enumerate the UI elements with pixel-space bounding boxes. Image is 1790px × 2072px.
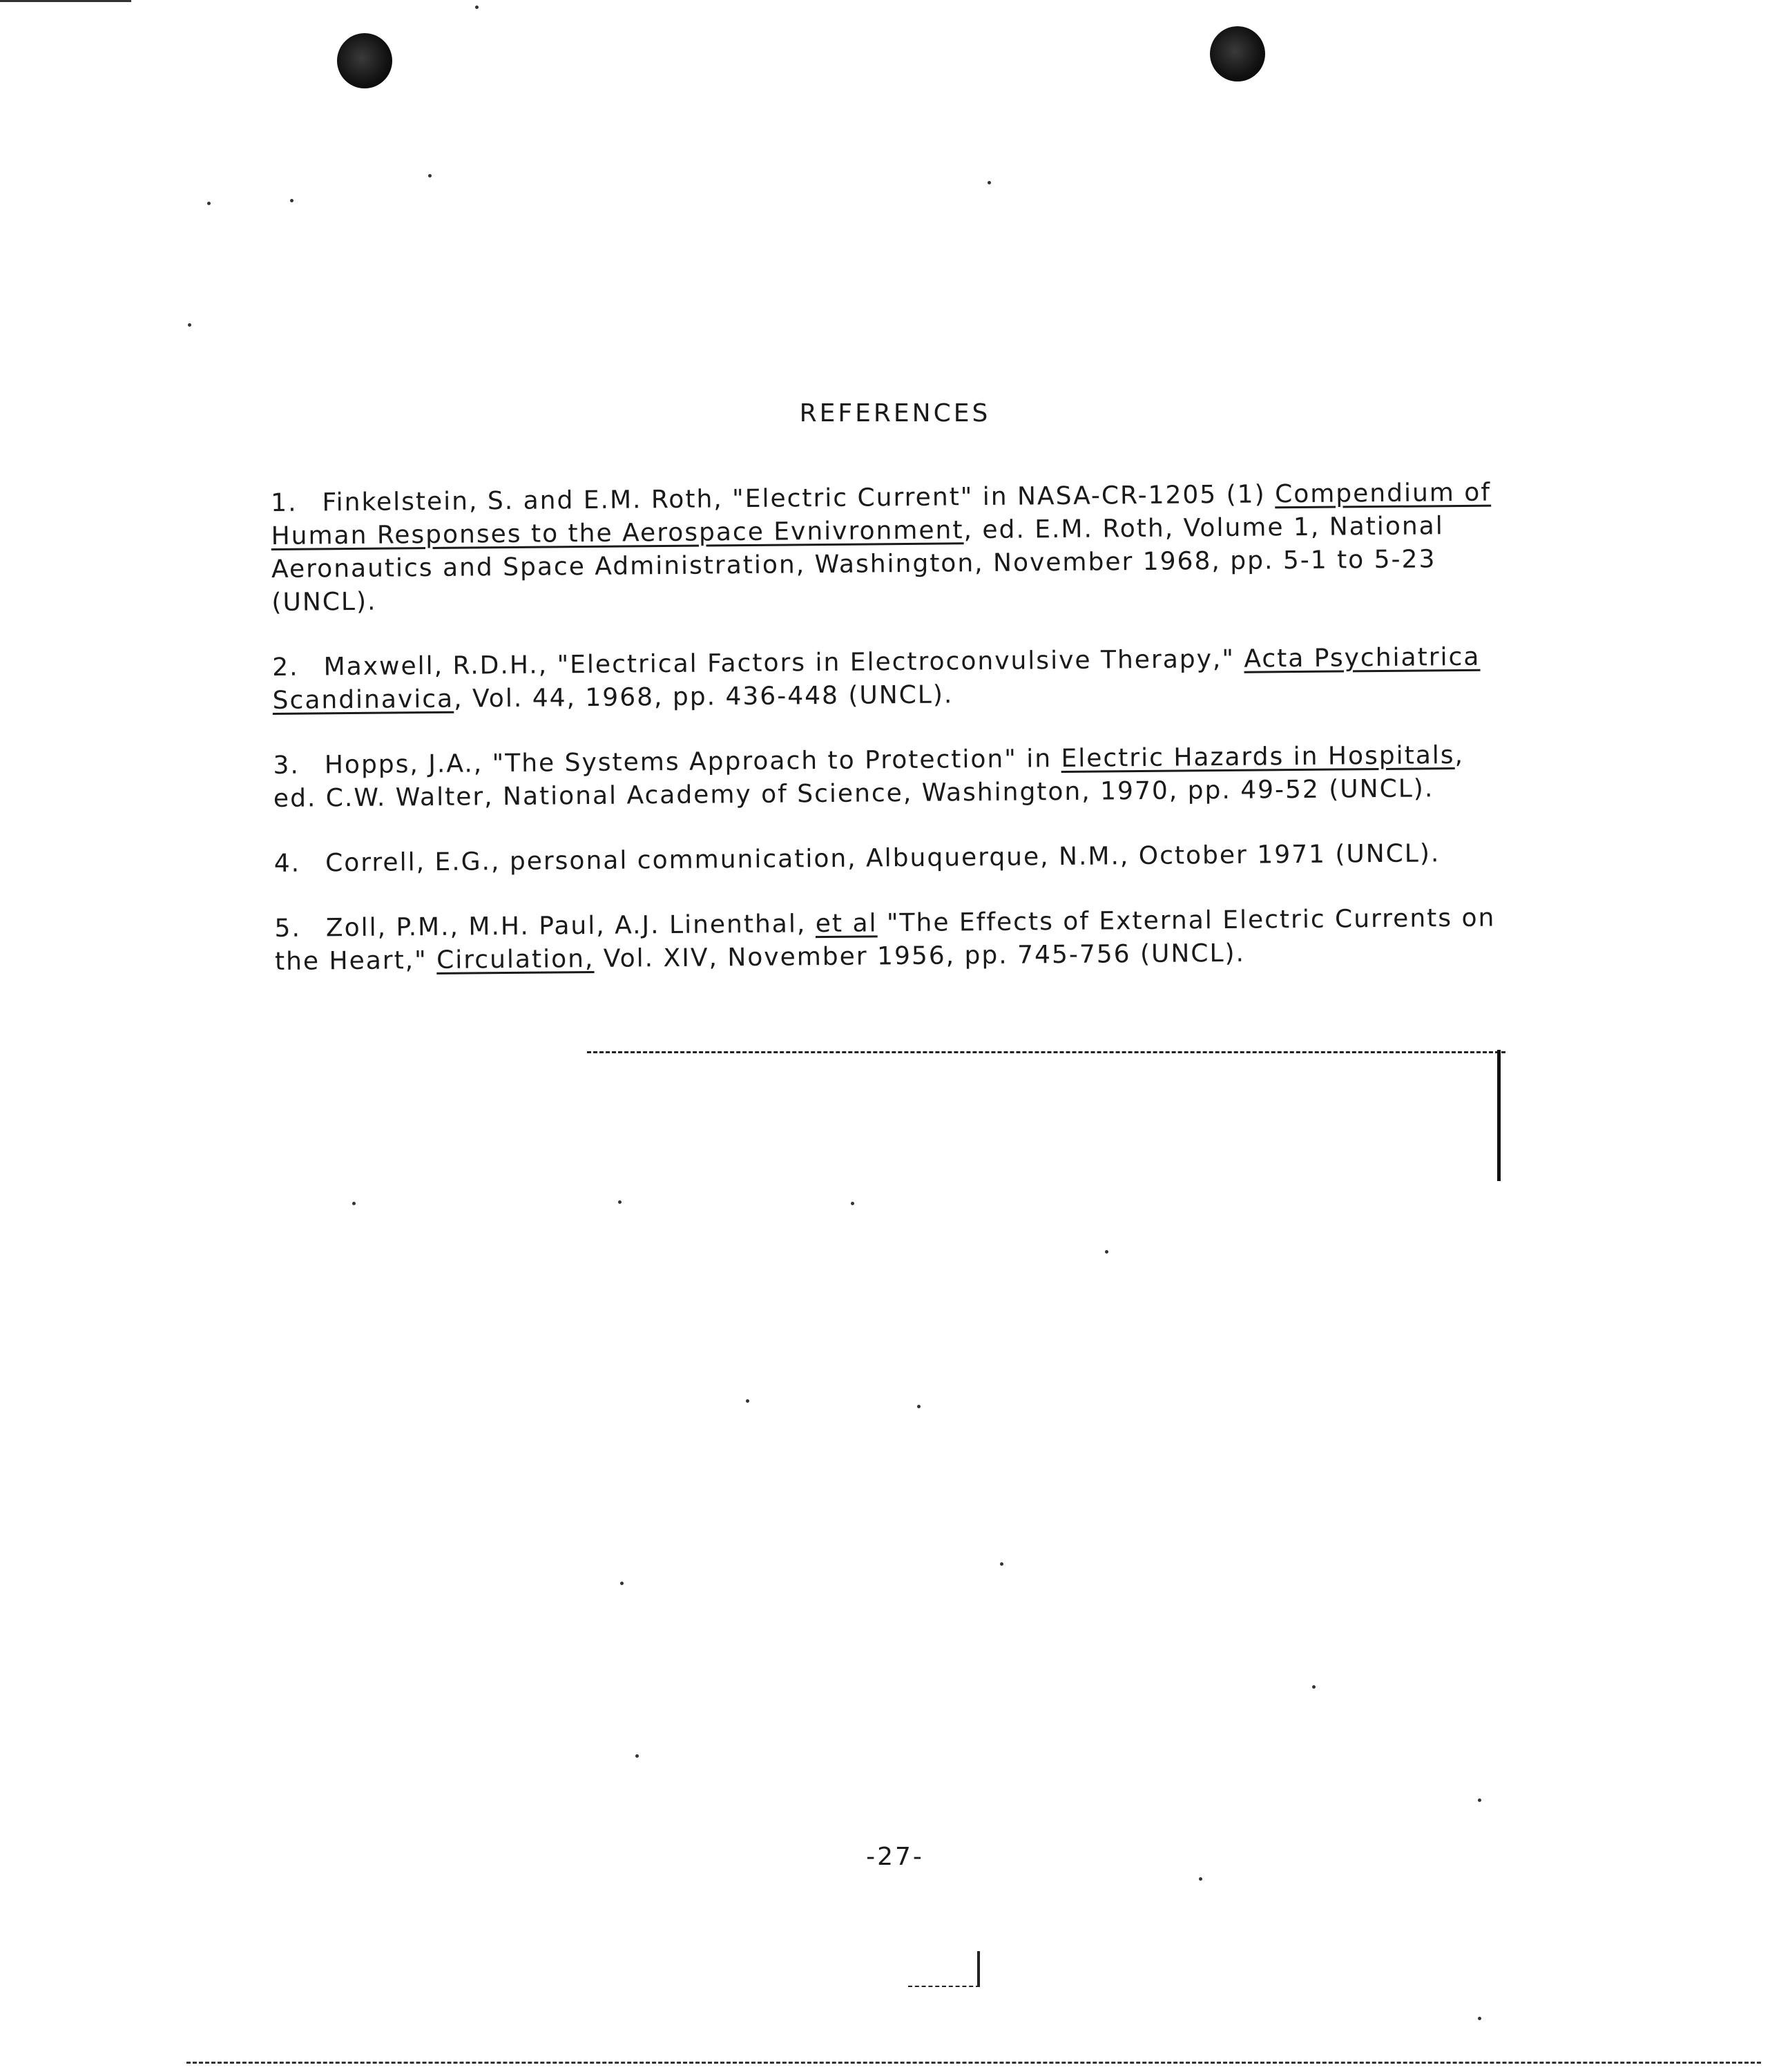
reference-item <box>272 640 1509 718</box>
references-heading: REFERENCES <box>799 399 991 428</box>
reference-title: Electric Hazards in Hospitals <box>1061 741 1455 774</box>
scan-bottom-edge <box>186 2062 1761 2064</box>
scan-bottom-mark <box>908 1951 980 1987</box>
reference-title: Circulation, <box>436 944 595 975</box>
scan-edge-mark <box>0 0 131 2</box>
scan-speck <box>618 1200 622 1204</box>
scan-speck <box>851 1202 854 1205</box>
scan-speck <box>475 6 479 9</box>
reference-number: 2. <box>272 653 299 682</box>
scan-speck <box>1478 2017 1481 2020</box>
reference-text: Maxwell, R.D.H., "Electrical Factors in Electroconvulsive Therapy," <box>323 644 1244 682</box>
reference-text: , Vol. 44, 1968, pp. 436-448 (UNCL). <box>453 680 954 713</box>
form-rule-line <box>587 1051 1505 1053</box>
reference-number: 5. <box>274 914 302 943</box>
reference-text: Vol. XIV, November 1956, pp. 745-756 (UNCL). <box>594 939 1246 973</box>
scan-speck <box>1000 1562 1003 1566</box>
scan-speck <box>620 1582 624 1585</box>
form-bracket <box>1497 1050 1501 1181</box>
reference-item <box>274 836 1510 881</box>
reference-number: 1. <box>271 488 298 517</box>
reference-title: Acta Psychiatrica Scandinavica <box>272 642 1481 715</box>
punch-hole-right <box>1210 26 1265 81</box>
reference-etal: et al <box>815 909 878 939</box>
reference-text: Zoll, P.M., M.H. Paul, A.J. Linenthal, <box>325 910 816 943</box>
scan-speck <box>635 1754 639 1758</box>
reference-text: , ed. E.M. Roth, Volume 1, National Aeronautics and Space Administration, Washington, November 1968, pp. 5-1 to 5-23 (UNCL). <box>271 512 1444 617</box>
reference-number: 3. <box>273 751 300 780</box>
reference-text: "The Effects of External Electric Currents on the Heart," <box>274 903 1496 976</box>
scan-speck <box>428 174 432 178</box>
scan-speck <box>1312 1685 1316 1689</box>
scan-speck <box>988 181 991 184</box>
page-number: -27- <box>866 1843 924 1871</box>
scan-speck <box>746 1399 749 1403</box>
reference-item <box>274 901 1511 979</box>
reference-item <box>271 476 1508 620</box>
scan-speck <box>188 323 191 327</box>
references-list <box>271 476 1512 1010</box>
reference-title: Compendium of Human Responses to the Aerospace Evnivronment <box>271 478 1492 550</box>
scan-speck <box>917 1405 921 1408</box>
punch-hole-left <box>337 33 392 88</box>
reference-text: Hopps, J.A., "The Systems Approach to Protection" in <box>324 745 1061 780</box>
reference-text: Correll, E.G., personal communication, Albuquerque, N.M., October 1971 (UNCL). <box>325 839 1441 878</box>
reference-text: Finkelstein, S. and E.M. Roth, "Electric Current" in NASA-CR-1205 (1) <box>322 480 1276 517</box>
scan-speck <box>1199 1877 1202 1881</box>
scan-speck <box>1478 1798 1481 1802</box>
reference-text: , ed. C.W. Walter, National Academy of Science, Washington, 1970, pp. 49-52 (UNCL). <box>273 740 1465 813</box>
reference-item <box>273 738 1510 816</box>
scan-speck <box>207 202 211 205</box>
scan-speck <box>352 1202 356 1205</box>
scan-speck <box>1105 1250 1108 1254</box>
scan-speck <box>290 199 293 202</box>
reference-number: 4. <box>273 849 301 878</box>
